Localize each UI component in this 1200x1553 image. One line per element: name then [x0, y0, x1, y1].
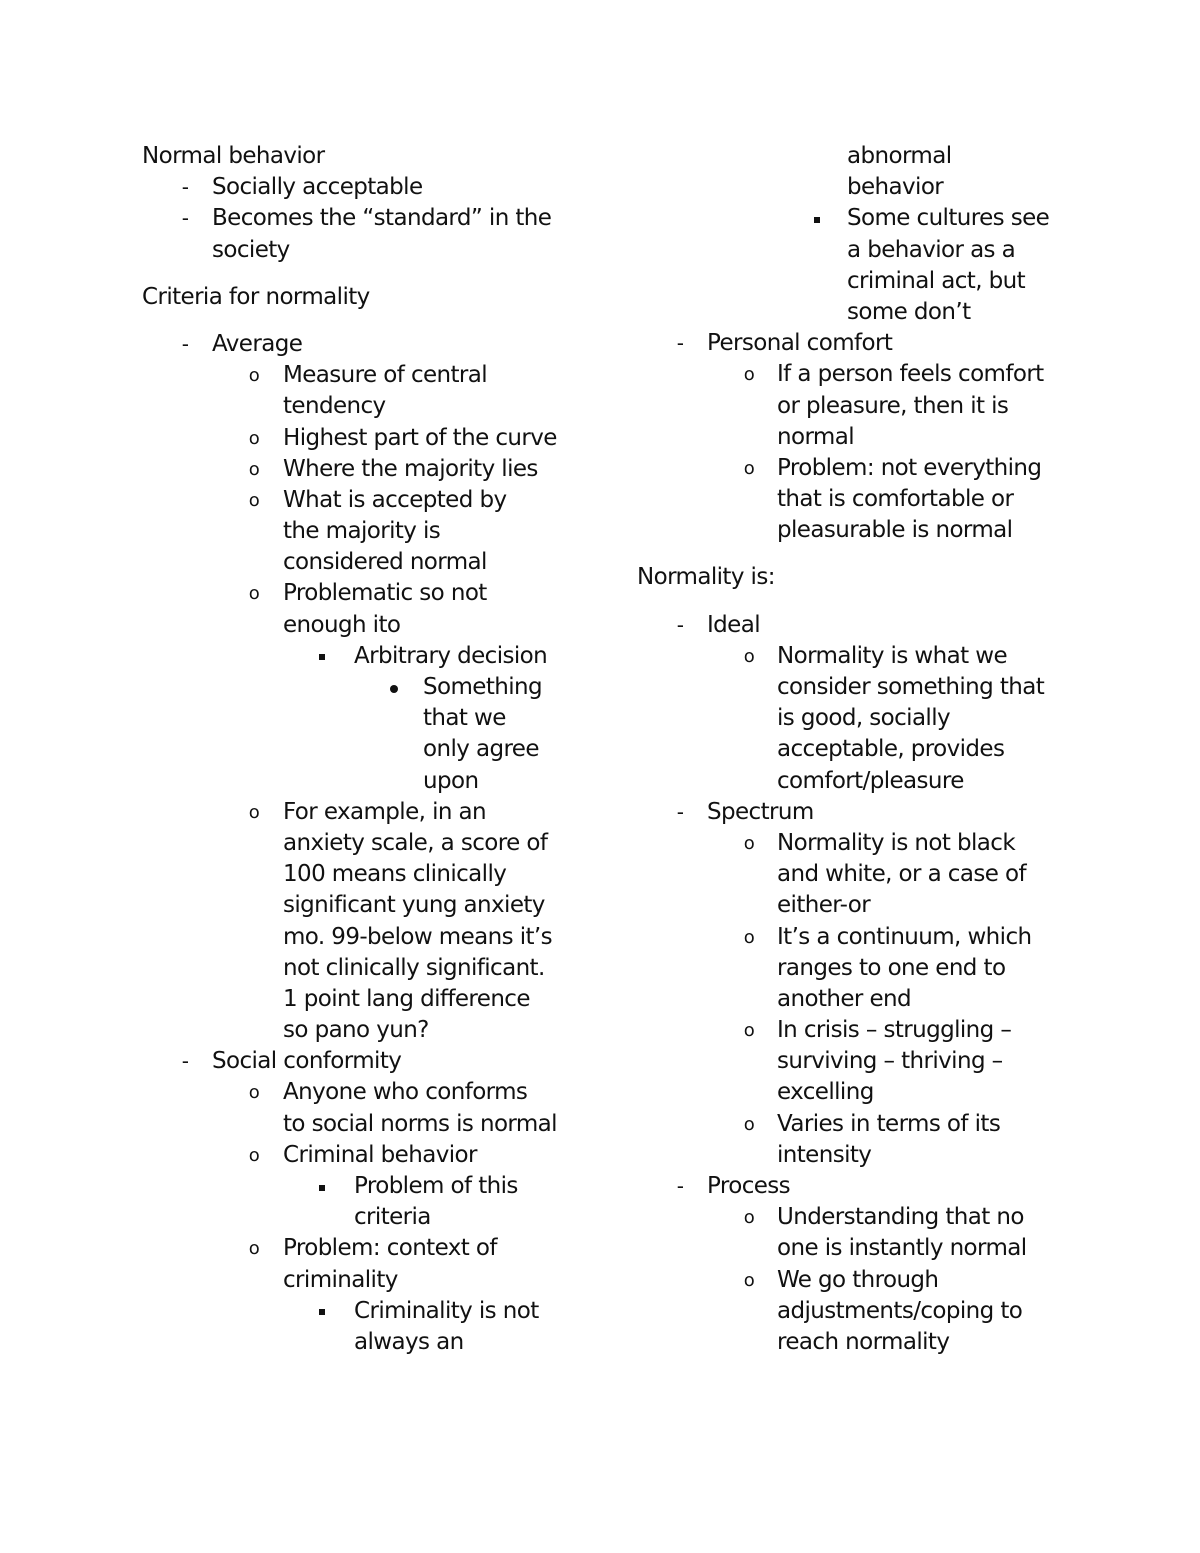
list-item-text: always an	[354, 1328, 464, 1355]
list-item-o	[637, 641, 1077, 672]
paragraph-gap	[142, 266, 582, 282]
list-item-o	[637, 734, 1077, 765]
left-column	[142, 141, 582, 1358]
circle-bullet-icon: o	[248, 1144, 260, 1166]
circle-bullet-icon: o	[248, 365, 260, 387]
list-item-sq	[142, 1171, 582, 1202]
square-bullet-icon	[317, 1171, 327, 1202]
list-item-text: tendency	[283, 393, 386, 420]
list-item-o	[142, 922, 582, 953]
paragraph-gap	[637, 546, 1077, 562]
dash-bullet-icon: -	[181, 331, 189, 356]
list-item-dot	[142, 734, 582, 765]
list-item-text: It’s a continuum, which	[777, 923, 1032, 950]
list-item-o	[142, 859, 582, 890]
list-item-dash	[142, 329, 582, 360]
list-item-sq	[142, 1202, 582, 1233]
heading-text: Normality is:	[637, 564, 775, 591]
list-item-text: Anyone who conforms	[283, 1079, 528, 1106]
list-item-text: Becomes the “standard” in the	[212, 205, 552, 232]
list-item-o	[637, 859, 1077, 890]
circle-bullet-icon: o	[248, 458, 260, 480]
circle-bullet-icon: o	[743, 457, 755, 479]
dash-bullet-icon: -	[676, 331, 684, 356]
list-item-o	[637, 422, 1077, 453]
list-item-text: a behavior as a	[847, 236, 1016, 263]
dash-bullet-icon: -	[676, 1174, 684, 1198]
dash-bullet-icon: -	[676, 799, 684, 824]
list-item-text: so pano yun?	[283, 1017, 429, 1044]
list-item-dash	[142, 1046, 582, 1077]
circle-bullet-icon: o	[743, 1020, 755, 1042]
circle-bullet-icon: o	[743, 364, 755, 386]
list-item-text: considered normal	[283, 549, 487, 576]
list-item-o	[637, 391, 1077, 422]
list-item-o	[637, 484, 1077, 515]
circle-bullet-icon: o	[743, 1113, 755, 1135]
list-item-o	[142, 1265, 582, 1296]
circle-bullet-icon: o	[248, 489, 260, 511]
list-item-sq	[142, 1327, 582, 1358]
section-heading	[142, 282, 582, 313]
list-item-text: Personal comfort	[707, 330, 893, 357]
list-item-o	[637, 890, 1077, 921]
list-item-text: not clinically significant.	[283, 954, 545, 981]
list-item-o	[637, 515, 1077, 546]
list-item-dot	[142, 703, 582, 734]
list-item-text: anxiety scale, a score of	[283, 829, 548, 856]
list-item-text: Criminality is not	[354, 1297, 539, 1324]
list-item-text: one is instantly normal	[777, 1235, 1027, 1262]
list-item-text: Problem: not everything	[777, 454, 1042, 481]
list-item-text: significant yung anxiety	[283, 892, 545, 919]
heading-text: Normal behavior	[142, 143, 325, 169]
list-item-text: upon	[423, 767, 479, 794]
list-item-o	[142, 516, 582, 547]
list-item-text: Ideal	[707, 611, 761, 638]
list-item-o	[142, 391, 582, 422]
list-item-text: criteria	[354, 1204, 431, 1231]
list-item-o	[637, 1233, 1077, 1264]
list-item-o	[142, 953, 582, 984]
list-item-text: Problematic so not	[283, 580, 487, 607]
list-item-text: Arbitrary decision	[354, 642, 548, 669]
list-item-text: Spectrum	[707, 798, 814, 825]
list-item-dash	[637, 797, 1077, 828]
right-column	[637, 141, 1077, 1358]
list-item-text: and white, or a case of	[777, 861, 1026, 888]
list-item-text: that we	[423, 705, 506, 732]
list-item-dash	[637, 328, 1077, 359]
list-item-text: consider something that	[777, 674, 1045, 700]
list-item-o	[637, 1202, 1077, 1233]
list-item-o	[142, 984, 582, 1015]
list-item-text: that is comfortable or	[777, 486, 1014, 513]
paragraph-gap	[637, 594, 1077, 610]
list-item-o	[142, 1140, 582, 1171]
list-item-o	[637, 703, 1077, 734]
dash-bullet-icon: -	[676, 612, 684, 637]
list-item-text: criminal act, but	[847, 267, 1026, 294]
paragraph-gap	[142, 313, 582, 329]
circle-bullet-icon: o	[248, 801, 260, 823]
list-item-sq	[637, 141, 1077, 172]
list-item-text: Highest part of the curve	[283, 424, 557, 451]
list-item-text: either-or	[777, 892, 871, 919]
list-item-o	[637, 1077, 1077, 1108]
list-item-o	[142, 1015, 582, 1046]
list-item-o	[142, 828, 582, 859]
list-item-text: Understanding that no	[777, 1204, 1024, 1231]
square-bullet-icon	[317, 641, 327, 672]
list-item-o	[637, 1046, 1077, 1077]
circle-bullet-icon: o	[248, 583, 260, 605]
list-item-text: excelling	[777, 1079, 874, 1106]
list-item-dash	[637, 610, 1077, 641]
circle-bullet-icon: o	[743, 832, 755, 854]
list-item-text: If a person feels comfort	[777, 361, 1044, 388]
dot-bullet-icon	[388, 672, 400, 703]
list-item-o	[142, 1109, 582, 1140]
list-item-text: Varies in terms of its	[777, 1110, 1001, 1137]
list-item-text: For example, in an	[283, 798, 487, 825]
list-item-text: mo. 99-below means it’s	[283, 923, 553, 950]
list-item-text: Problem: context of	[283, 1235, 497, 1262]
list-item-text: criminality	[283, 1266, 398, 1293]
square-bullet-icon	[317, 1296, 327, 1327]
list-item-o	[142, 485, 582, 516]
list-item-dash	[637, 1171, 1077, 1202]
circle-bullet-icon: o	[743, 645, 755, 667]
circle-bullet-icon: o	[743, 1207, 755, 1229]
list-item-text: or pleasure, then it is	[777, 392, 1009, 419]
list-item-o	[637, 1140, 1077, 1171]
list-item-sq	[142, 1296, 582, 1327]
list-item-o	[142, 1077, 582, 1108]
list-item-text: abnormal	[847, 143, 952, 169]
list-item-o	[142, 360, 582, 391]
list-item-text: behavior	[847, 174, 944, 201]
list-item-text: 100 means clinically	[283, 861, 507, 888]
list-item-text: is good, socially	[777, 705, 951, 732]
list-item-sq	[637, 235, 1077, 266]
list-item-o	[637, 1015, 1077, 1046]
list-item-text: Normality is not black	[777, 829, 1016, 856]
list-item-o	[637, 828, 1077, 859]
dash-bullet-icon: -	[181, 206, 189, 231]
list-item-o	[142, 454, 582, 485]
list-item-text: to social norms is normal	[283, 1110, 557, 1137]
list-item-o	[637, 1265, 1077, 1296]
list-item-o	[142, 547, 582, 578]
list-item-text: Measure of central	[283, 362, 488, 389]
list-item-text: We go through	[777, 1266, 939, 1293]
list-item-sq	[142, 641, 582, 672]
dash-bullet-icon: -	[181, 175, 189, 200]
list-item-text: only agree	[423, 736, 539, 763]
list-item-text: reach normality	[777, 1328, 950, 1355]
list-item-text: Average	[212, 330, 303, 357]
list-item-text: intensity	[777, 1141, 872, 1168]
list-item-text: ranges to one end to	[777, 954, 1006, 981]
list-item-text: pleasurable is normal	[777, 517, 1013, 544]
list-item-text: Problem of this	[354, 1173, 518, 1199]
circle-bullet-icon: o	[743, 926, 755, 948]
heading-text: Criteria for normality	[142, 283, 370, 310]
list-item-sq	[637, 172, 1077, 203]
list-item-text: adjustments/coping to	[777, 1297, 1023, 1324]
list-item-text: Social conformity	[212, 1048, 402, 1075]
circle-bullet-icon: o	[248, 1238, 260, 1260]
list-item-text: Where the majority lies	[283, 455, 538, 482]
list-item-o	[637, 922, 1077, 953]
section-heading	[142, 141, 582, 172]
list-item-o	[142, 578, 582, 609]
square-bullet-icon	[812, 203, 822, 234]
list-item-text: the majority is	[283, 518, 441, 545]
list-item-text: In crisis – struggling –	[777, 1017, 1012, 1044]
list-item-text: Something	[423, 674, 542, 700]
list-item-text: Socially acceptable	[212, 174, 423, 201]
section-heading	[637, 562, 1077, 593]
list-item-o	[637, 984, 1077, 1015]
list-item-o	[637, 766, 1077, 797]
list-item-dash	[142, 203, 582, 234]
circle-bullet-icon: o	[743, 1269, 755, 1291]
list-item-text: comfort/pleasure	[777, 767, 964, 794]
list-item-o	[637, 953, 1077, 984]
dash-bullet-icon: -	[181, 1049, 189, 1074]
circle-bullet-icon: o	[248, 427, 260, 449]
list-item-dash	[142, 235, 582, 266]
list-item-text: Some cultures see	[847, 205, 1050, 232]
circle-bullet-icon: o	[248, 1082, 260, 1104]
list-item-o	[637, 359, 1077, 390]
list-item-dot	[142, 766, 582, 797]
list-item-text: Normality is what we	[777, 642, 1008, 669]
list-item-dot	[142, 672, 582, 703]
list-item-o	[637, 1327, 1077, 1358]
list-item-o	[142, 610, 582, 641]
list-item-text: Criminal behavior	[283, 1141, 477, 1168]
list-item-sq	[637, 297, 1077, 328]
list-item-dash	[142, 172, 582, 203]
list-item-sq	[637, 203, 1077, 234]
list-item-o	[142, 1233, 582, 1264]
list-item-text: 1 point lang difference	[283, 985, 530, 1012]
list-item-text: What is accepted by	[283, 486, 507, 513]
list-item-text: acceptable, provides	[777, 736, 1005, 763]
list-item-sq	[637, 266, 1077, 297]
list-item-text: society	[212, 236, 290, 263]
list-item-text: another end	[777, 985, 911, 1012]
list-item-text: surviving – thriving –	[777, 1048, 1003, 1075]
list-item-text: enough ito	[283, 611, 401, 638]
list-item-o	[637, 672, 1077, 703]
list-item-o	[637, 453, 1077, 484]
list-item-o	[142, 797, 582, 828]
list-item-text: normal	[777, 423, 854, 450]
list-item-o	[637, 1296, 1077, 1327]
list-item-text: Process	[707, 1173, 791, 1199]
list-item-o	[142, 423, 582, 454]
list-item-o	[142, 890, 582, 921]
list-item-o	[637, 1109, 1077, 1140]
list-item-text: some don’t	[847, 298, 971, 325]
